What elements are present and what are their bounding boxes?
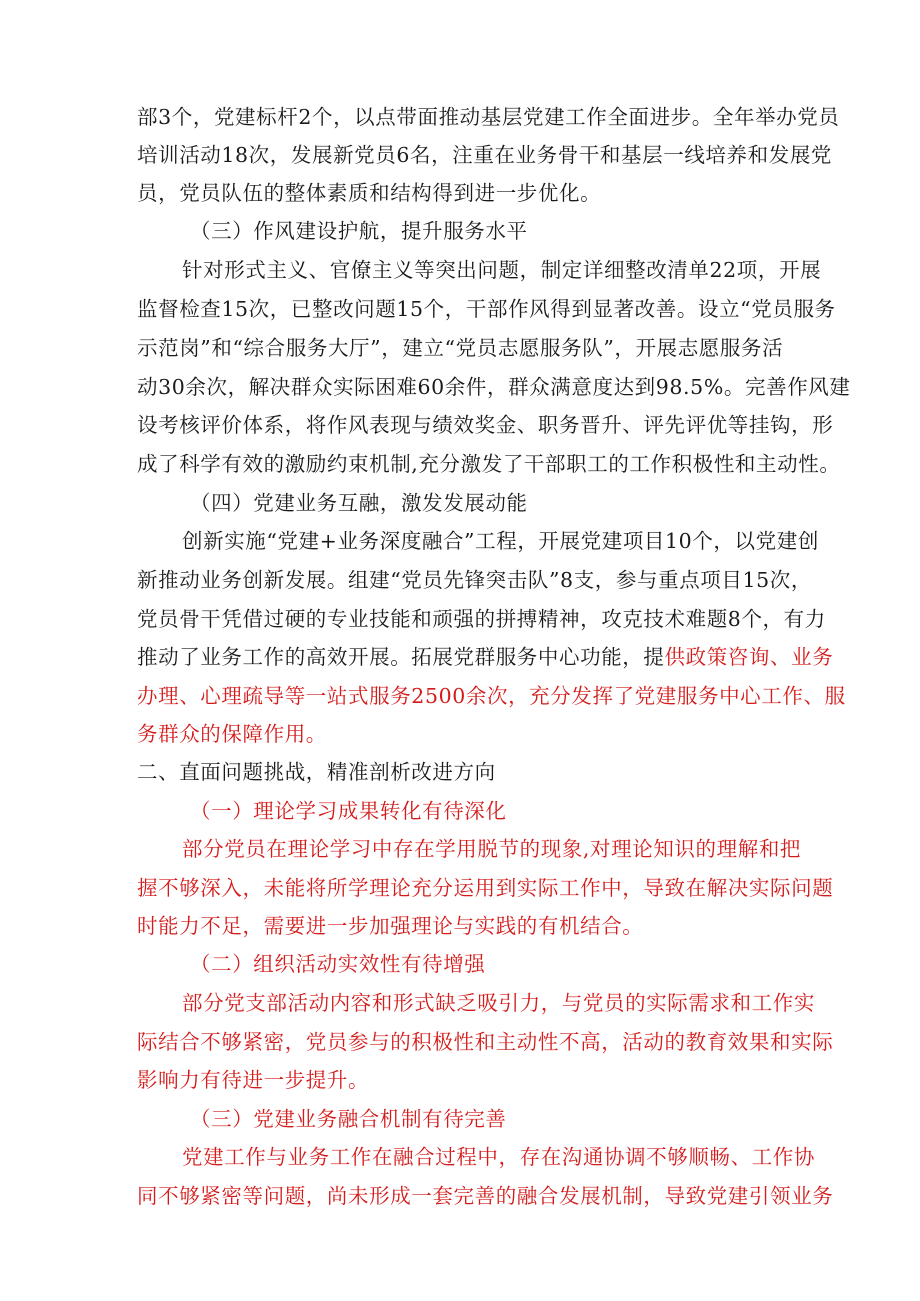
text-segment: 党员骨干凭借过硬的专业技能和顽强的拼搏精神，攻克技术难题8个，有力: [137, 607, 826, 631]
text-segment: （三）作风建设护航，提升服务水平: [190, 219, 528, 243]
text-segment: 部分党支部活动内容和形式缺乏吸引力，与党员的实际需求和工作实: [182, 991, 815, 1015]
text-segment: 成了科学有效的激励约束机制,充分激发了干部职工的工作积极性和主动性。: [137, 452, 841, 476]
text-line: [137, 875, 833, 901]
text-segment: 二、直面问题挑战，精准剖析改进方向: [137, 760, 496, 784]
text-line: [137, 335, 783, 361]
text-segment: 监督检查15次，已整改问题15个，干部作风得到显著改善。设立“党员服务: [137, 297, 836, 321]
text-segment: （三）党建业务融合机制有待完善: [190, 1107, 507, 1131]
text-line: [137, 759, 496, 785]
text-segment: 示范岗”和“综合服务大厅”，建立“党员志愿服务队”，开展志愿服务活: [137, 336, 784, 360]
text-segment: 办理、心理疏导等一站式服务2500余次，充分发挥了党建服务中心工作、服: [137, 684, 846, 708]
text-line: [137, 567, 812, 593]
text-line: [137, 683, 846, 709]
text-line: [190, 951, 485, 977]
text-line: [137, 721, 327, 747]
text-segment: 部分党员在理论学习中存在学用脱节的现象,对理论知识的理解和把: [182, 837, 802, 861]
text-line: [190, 218, 528, 244]
text-segment: （一）理论学习成果转化有待深化: [190, 799, 507, 823]
text-segment: 际结合不够紧密，党员参与的积极性和主动性不高，活动的教育效果和实际: [137, 1030, 834, 1054]
text-line: [190, 1106, 507, 1132]
text-line: [137, 180, 601, 206]
text-line: [182, 990, 815, 1016]
text-segment: （四）党建业务互融，激发发展动能: [190, 491, 528, 515]
text-line: [137, 104, 839, 130]
text-segment: 时能力不足，需要进一步加强理论与实践的有机结合。: [137, 914, 644, 938]
text-segment: 新推动业务创新发展。组建“党员先锋突击队”8支，参与重点项目15次，: [137, 568, 812, 592]
text-line: [137, 412, 833, 438]
text-line: [137, 1067, 369, 1093]
text-line: [137, 451, 840, 477]
text-segment: 动30余次，解决群众实际困难60余件，群众满意度达到98.5%。完善作风建: [137, 375, 851, 399]
text-segment: 同不够紧密等问题，尚未形成一套完善的融合发展机制，导致党建引领业务: [137, 1184, 834, 1208]
text-line: [182, 1144, 815, 1170]
text-segment: 针对形式主义、官僚主义等突出问题，制定详细整改清单22项，开展: [182, 258, 822, 282]
text-segment: 供政策咨询、业务: [664, 645, 834, 669]
text-line: [137, 913, 643, 939]
text-line: [190, 490, 528, 516]
text-segment: 务群众的保障作用。: [137, 722, 327, 746]
text-line: [137, 606, 826, 632]
text-segment: （二）组织活动实效性有待增强: [190, 952, 486, 976]
text-line: [137, 296, 836, 322]
text-line: [137, 1183, 833, 1209]
text-segment: 员，党员队伍的整体素质和结构得到进一步优化。: [137, 181, 602, 205]
text-segment: 培训活动18次，发展新党员6名，注重在业务骨干和基层一线培养和发展党: [137, 143, 833, 167]
text-segment: 影响力有待进一步提升。: [137, 1068, 370, 1092]
text-line: [182, 257, 821, 283]
text-line: [137, 142, 832, 168]
text-line: [182, 528, 819, 554]
text-line: [182, 836, 801, 862]
text-line: [137, 374, 851, 400]
text-line: [137, 644, 833, 670]
text-segment: 设考核评价体系，将作风表现与绩效奖金、职务晋升、评先评优等挂钩，形: [137, 413, 834, 437]
text-segment: 党建工作与业务工作在融合过程中，存在沟通协调不够顺畅、工作协: [182, 1145, 815, 1169]
text-segment: 推动了业务工作的高效开展。拓展党群服务中心功能，提: [137, 645, 665, 669]
text-segment: 握不够深入，未能将所学理论充分运用到实际工作中，导致在解决实际问题: [137, 876, 834, 900]
text-line: [137, 1029, 833, 1055]
text-line: [190, 798, 507, 824]
text-segment: 部3个，党建标杆2个，以点带面推动基层党建工作全面进步。全年举办党员: [137, 105, 840, 129]
text-segment: 创新实施“党建+业务深度融合”工程，开展党建项目10个，以党建创: [182, 529, 819, 553]
